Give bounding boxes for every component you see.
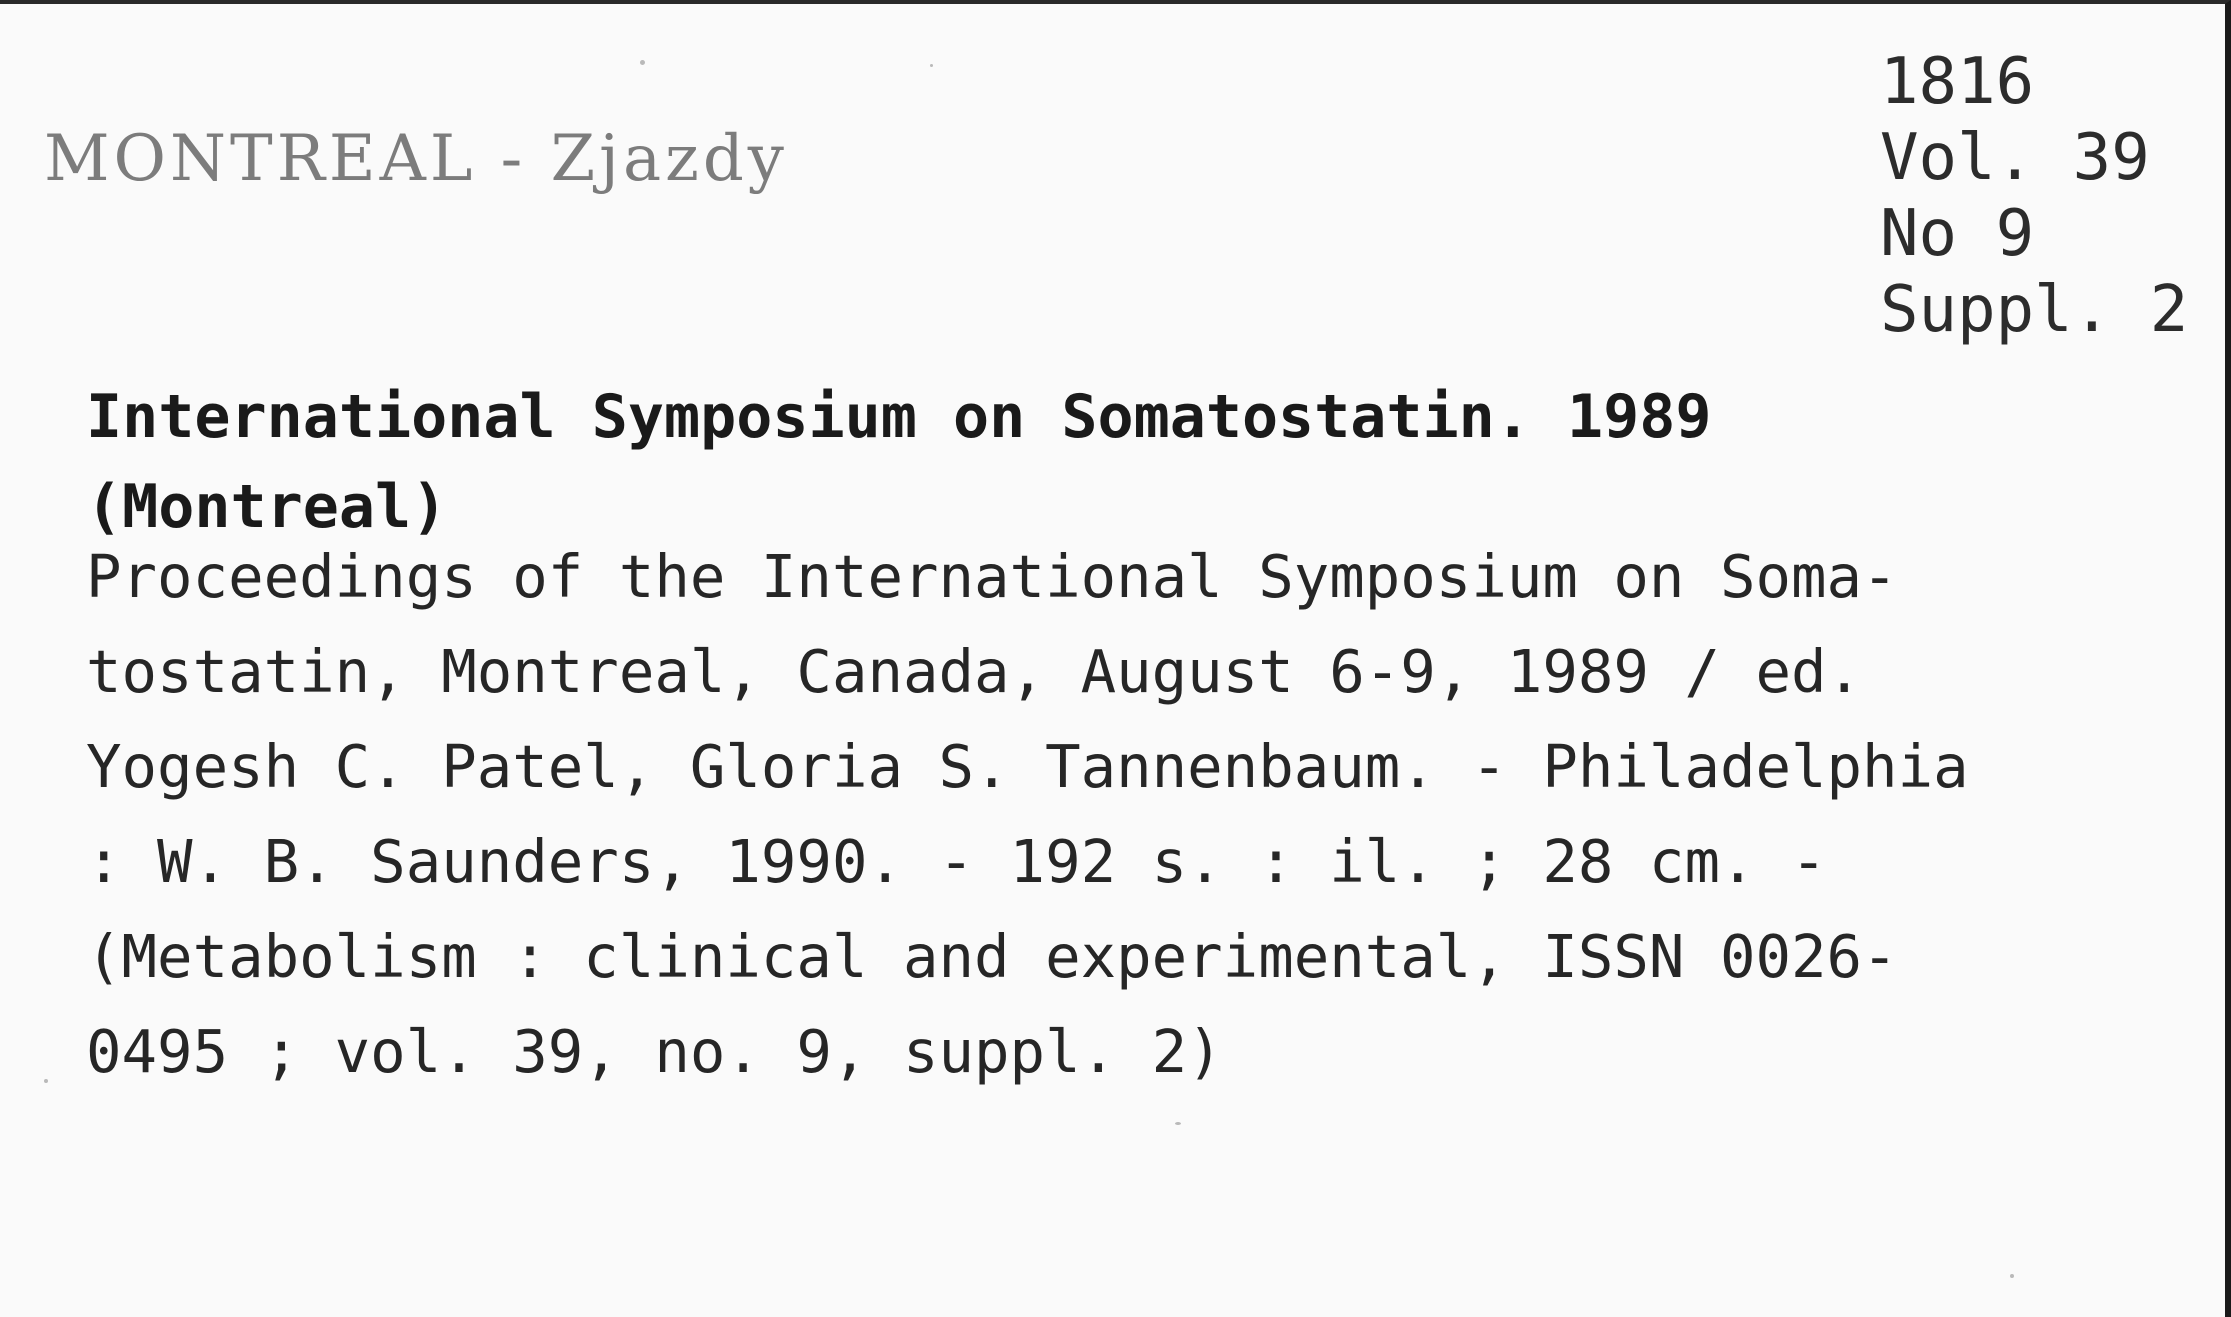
description-line: Yogesh C. Patel, Gloria S. Tannenbaum. - Philadelphia [86, 732, 1969, 801]
call-number-line: Suppl. 2 [1880, 273, 2189, 347]
description-line: tostatin, Montreal, Canada, August 6-9, 1989 / ed. [86, 637, 1863, 706]
call-number [1880, 44, 2188, 348]
main-entry-line: International Symposium on Somatostatin. 1989 [86, 382, 1712, 452]
call-number-line: No 9 [1880, 197, 2035, 271]
main-entry [86, 372, 1712, 552]
paper-speck [930, 64, 933, 67]
description-line: Proceedings of the International Symposium on Soma- [86, 542, 1898, 611]
paper-speck [1175, 1122, 1181, 1125]
description-line: 0495 ; vol. 39, no. 9, suppl. 2) [86, 1017, 1223, 1086]
call-number-line: Vol. 39 [1880, 121, 2150, 195]
subject-heading: MONTREAL - Zjazdy [44, 122, 788, 196]
main-entry-line: (Montreal) [86, 472, 448, 542]
description-line: (Metabolism : clinical and experimental, ISSN 0026- [86, 922, 1898, 991]
paper-speck [44, 1079, 48, 1083]
paper-speck [640, 60, 645, 65]
bibliographic-description [86, 529, 1969, 1099]
description-line: : W. B. Saunders, 1990. - 192 s. : il. ; 28 cm. - [86, 827, 1827, 896]
call-number-line: 1816 [1880, 45, 2035, 119]
paper-speck [2010, 1274, 2014, 1278]
